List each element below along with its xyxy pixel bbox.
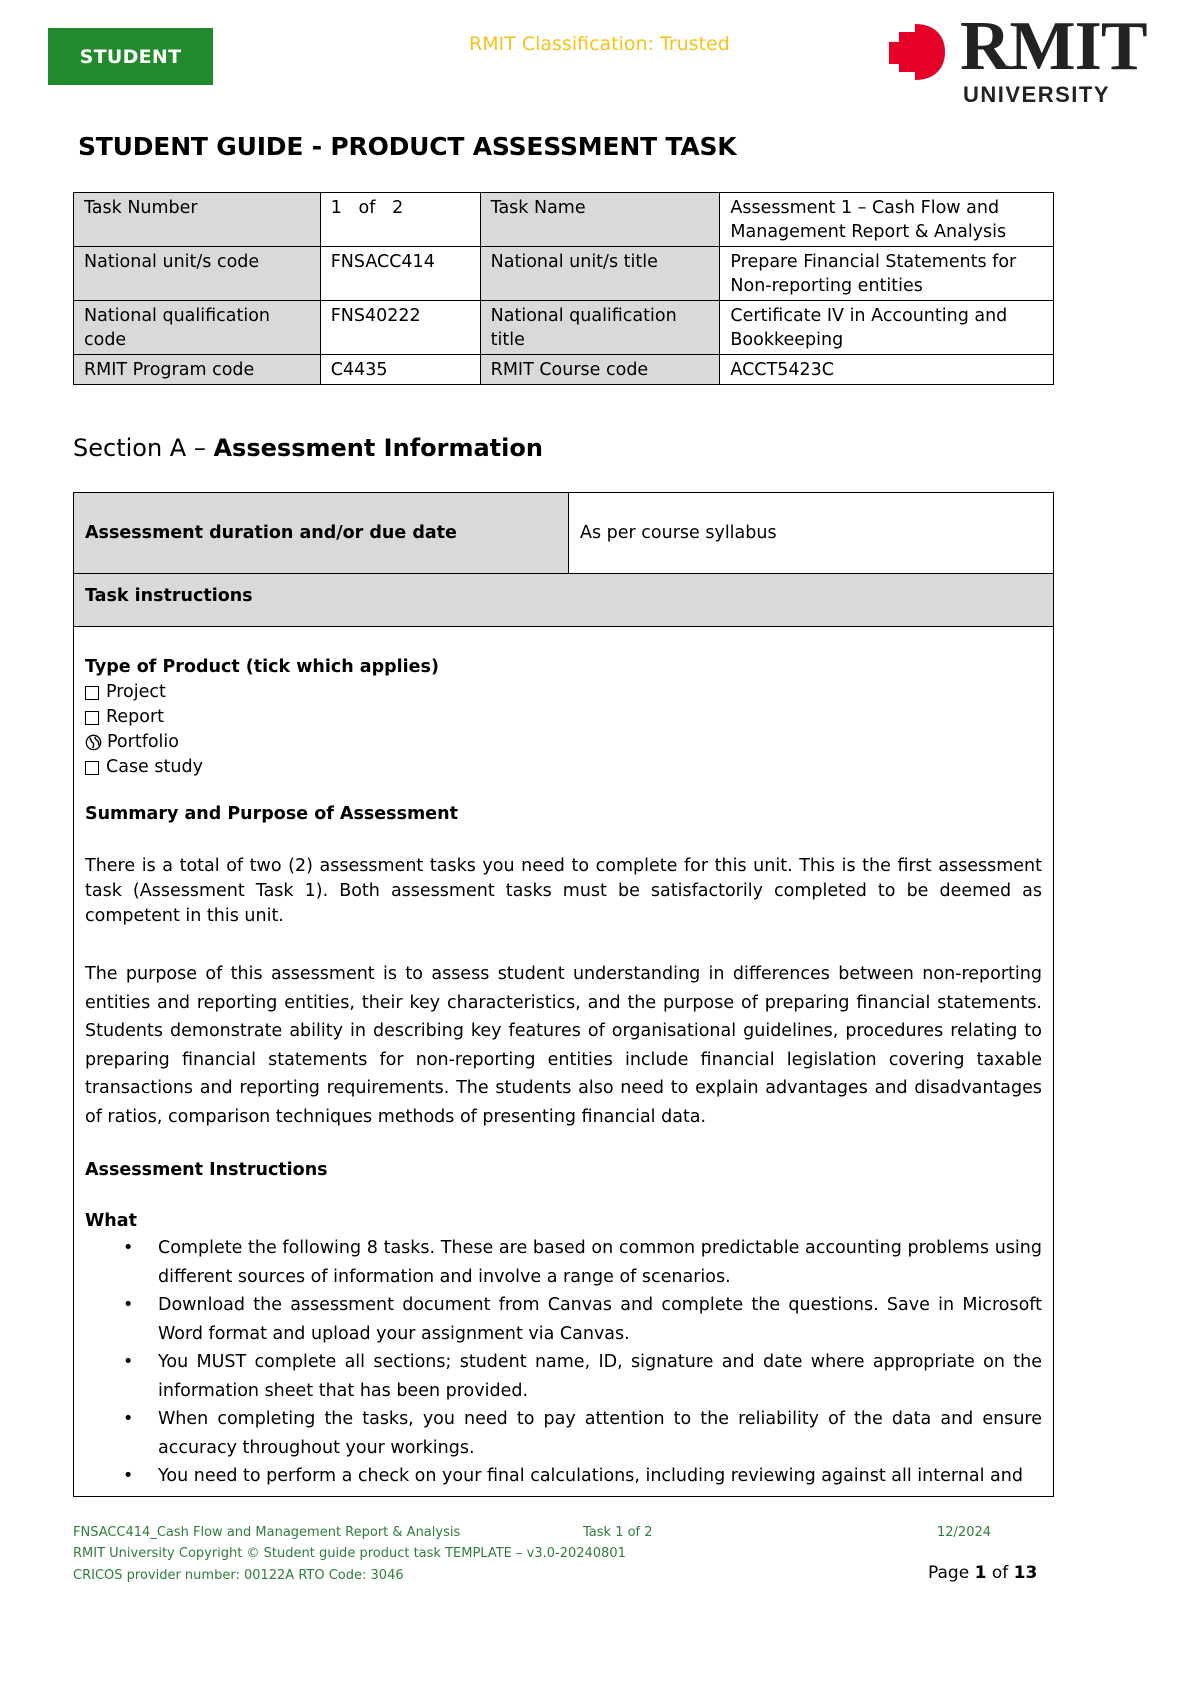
checkbox-empty-icon[interactable] (85, 686, 99, 700)
page-total: 13 (1013, 1563, 1038, 1583)
checkbox-empty-icon[interactable] (85, 761, 99, 775)
section-prefix: Section A – (73, 434, 214, 462)
product-option-case-study[interactable] (85, 755, 1042, 780)
table-cell-value: 1 of 2 (320, 193, 480, 247)
student-badge: STUDENT (48, 28, 213, 85)
what-list (85, 1234, 1042, 1491)
list-item (85, 1291, 1042, 1348)
checkbox-empty-icon[interactable] (85, 711, 99, 725)
task-instructions-content (74, 627, 1053, 1491)
task-instructions-header: Task instructions (74, 574, 1053, 627)
globe-icon[interactable] (85, 734, 102, 751)
section-heading (73, 434, 543, 462)
option-label: Portfolio (107, 732, 179, 752)
summary-paragraph: There is a total of two (2) assessment tasks you need to complete for this unit. This is the first assessment task (Assessment Task 1). Both assessment tasks must be satisfactorily completed to be deemed as competent in this unit. (85, 856, 1042, 926)
table-row (74, 355, 1054, 385)
page-of: of (991, 1563, 1009, 1583)
section-title: Assessment Information (213, 434, 543, 462)
list-item (85, 1348, 1042, 1405)
product-option-report[interactable] (85, 705, 1042, 730)
table-cell-value: Prepare Financial Statements for Non-reporting entities (720, 247, 1054, 301)
bullet-icon: • (123, 1295, 134, 1315)
instructions-heading: Assessment Instructions (85, 1160, 328, 1180)
footer-copyright: RMIT University Copyright © Student guide product task TEMPLATE – v3.0-20240801 (73, 1546, 626, 1561)
list-item-text: Download the assessment document from Canvas and complete the questions. Save in Microsoft Word format and upload your assignment via Canvas. (158, 1295, 1042, 1344)
list-item (85, 1405, 1042, 1462)
table-cell-label: National qualification title (480, 301, 720, 355)
footer-task: Task 1 of 2 (583, 1525, 653, 1540)
logo-subtitle: UNIVERSITY (963, 82, 1111, 107)
task-info-table (73, 192, 1054, 385)
product-type-heading: Type of Product (tick which applies) (85, 657, 439, 677)
list-item-text: You MUST complete all sections; student name, ID, signature and date where appropriate on the information sheet that has been provided. (158, 1352, 1042, 1401)
footer-cricos: CRICOS provider number: 00122A RTO Code: 3046 (73, 1568, 404, 1583)
table-cell-label: National unit/s code (74, 247, 321, 301)
product-option-portfolio[interactable] (85, 730, 1042, 755)
summary-heading: Summary and Purpose of Assessment (85, 804, 458, 824)
bullet-icon: • (123, 1409, 134, 1429)
page-current: 1 (974, 1563, 987, 1583)
option-label: Case study (106, 757, 203, 777)
table-cell-label: National unit/s title (480, 247, 720, 301)
table-cell-label: RMIT Program code (74, 355, 321, 385)
table-cell-value: FNSACC414 (320, 247, 480, 301)
list-item-text: You need to perform a check on your final calculations, including reviewing against all internal and (158, 1466, 1023, 1486)
table-row (74, 301, 1054, 355)
bullet-icon: • (123, 1352, 134, 1372)
bullet-icon: • (123, 1466, 134, 1486)
footer-date: 12/2024 (937, 1525, 992, 1540)
page-word: Page (928, 1563, 970, 1583)
list-item-text: Complete the following 8 tasks. These are based on common predictable accounting problems using different sources of information and involve a range of scenarios. (158, 1238, 1042, 1287)
table-cell-label: Task Number (74, 193, 321, 247)
page-title: STUDENT GUIDE - PRODUCT ASSESSMENT TASK (78, 132, 737, 161)
option-label: Project (106, 682, 166, 702)
table-row (74, 247, 1054, 301)
rmit-pixel-icon (885, 20, 949, 84)
list-item (85, 1234, 1042, 1291)
page-number (928, 1563, 1037, 1583)
list-item-text: When completing the tasks, you need to pay attention to the reliability of the data and ensure accuracy throughout your workings. (158, 1409, 1042, 1458)
purpose-paragraph: The purpose of this assessment is to assess student understanding in differences between non-reporting entities and reporting entities, their key characteristics, and the purpose of preparing financial statements. Students demonstrate ability in describing key features of organisational guidelines, procedures relating to preparing financial statements for non-reporting entities include financial legislation covering taxable transactions and reporting requirements. The students also need to explain advantages and disadvantages of ratios, comparison techniques methods of presenting financial data. (85, 964, 1042, 1127)
product-option-project[interactable] (85, 680, 1042, 705)
table-cell-label: RMIT Course code (480, 355, 720, 385)
due-date-row (74, 493, 1053, 574)
table-cell-value: C4435 (320, 355, 480, 385)
logo-wordmark: RMIT (960, 8, 1147, 85)
table-row (74, 193, 1054, 247)
table-cell-value: Certificate IV in Accounting and Bookkeeping (720, 301, 1054, 355)
bullet-icon: • (123, 1238, 134, 1258)
table-cell-value: FNS40222 (320, 301, 480, 355)
due-date-value: As per course syllabus (580, 523, 777, 543)
footer-doc-ref: FNSACC414_Cash Flow and Management Report & Analysis (73, 1525, 461, 1540)
due-date-label: Assessment duration and/or due date (74, 493, 569, 573)
table-cell-label: National qualification code (74, 301, 321, 355)
classification-label: RMIT Classification: Trusted (469, 33, 730, 55)
table-cell-value: ACCT5423C (720, 355, 1054, 385)
rmit-logo (885, 8, 1147, 110)
list-item (85, 1462, 1042, 1491)
what-heading: What (85, 1211, 137, 1231)
option-label: Report (106, 707, 165, 727)
assessment-info-table (73, 492, 1054, 1497)
table-cell-value: Assessment 1 – Cash Flow and Management Report & Analysis (720, 193, 1054, 247)
table-cell-label: Task Name (480, 193, 720, 247)
